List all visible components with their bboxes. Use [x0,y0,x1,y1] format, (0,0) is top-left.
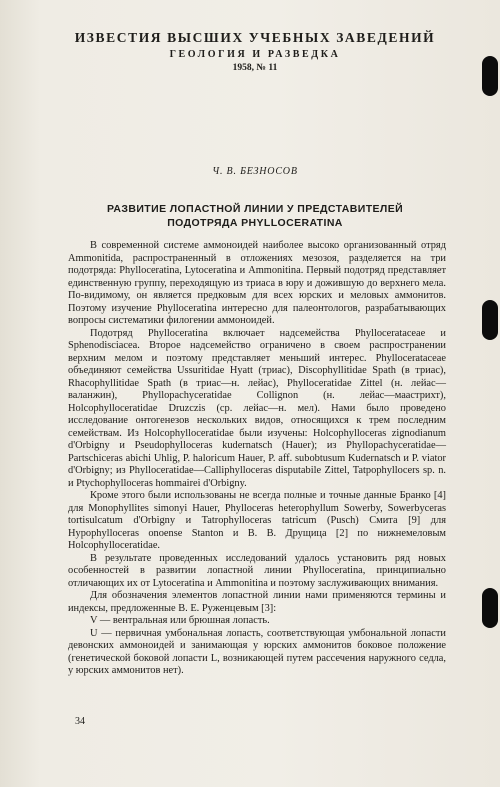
article-title [60,202,450,230]
paragraph: В современной системе аммоноидей наиболее высоко организованный отряд Ammonitida, распространенный в отложениях мезозоя, разделяется на три подотряда: Phylloceratina, Lytoceratina и Ammonitina. Первый подотряд представляет единственную группу, переходящую из триаса в юру и дожившую до верхнего мела. По-видимому, он является предковым для всех юрских и меловых аммонитов. Поэтому изучение Phylloceratina интересно для палеонтологов, разрабатывающих вопросы систематики филогении аммоноидей. [68,240,446,326]
paragraph: В результате проведенных исследований удалось установить ряд новых особенностей в развитии лопастной линии Phylloceratina, принципиально отличающих их от Lytoceratina и Ammonitina и поэтому заслуживающих внимания. [68,552,446,589]
journal-header [60,30,450,73]
binding-hole [482,300,498,340]
binding-hole [482,56,498,96]
paragraph: Для обозначения элементов лопастной линии нами применяются термины и индексы, предложенные В. Е. Руженцевым [3]: [68,590,446,614]
journal-subtitle: ГЕОЛОГИЯ И РАЗВЕДКА [169,49,341,60]
binding-hole [482,588,498,628]
author-name: Ч. В. БЕЗНОСОВ [212,166,298,177]
paragraph: V — вентральная или брюшная лопасть. [90,615,270,626]
journal-issue: 1958, № 11 [232,63,278,73]
paragraph: U — первичная умбональная лопасть, соответствующая умбональной лопасти девонских аммоноидей и занимающая у юрских аммонитов боковое положение (генетической боковой лопасти L, возникающей путем рассечения наружного седла, у юрских аммонитов нет). [68,627,446,676]
paragraph: Кроме этого были использованы не всегда полные и точные данные Бранко [4] для Monophyllites simonyi Hauer, Phylloceras heterophyllum Sowerby, Sowerbyceras tortisulcatum d'Orbigny и Tatrophylloceras tatricum (Pusch) Смита [9] для Hypophylloceras onoense Stanton и В. В. Друщица [2] по нижнемеловым Holcophylloceratidae. [68,490,446,551]
article-title-line: ПОДОТРЯДА PHYLLOCERATINA [167,217,343,229]
journal-title: ИЗВЕСТИЯ ВЫСШИХ УЧЕБНЫХ ЗАВЕДЕНИЙ [74,30,436,45]
paragraph: Подотряд Phylloceratina включает надсемейства Phyllocerataceae и Sphenodisciacea. Второе надсемейство ограничено в своем распространении верхним мелом и поэтому представляет меньший интерес. Phyllocerataceae объединяют семейства Ussuritidae Hyatt (триас), Discophyllitidae Spath (в триас), Rhacophyllitidae Spath (в триас—н. лейас), Phylloceratidae Zittel (н. лейас—валанжин), Phyllopachyceratidae Collignon (н. лейас—маастрихт), Holcophylloceratidae Druzczis (ср. лейас—н. мел). Нами было проведено исследование онтогенезов нескольких видов, относящихся к трем последним семействам. Из Holcophylloceratidae были изучены: Holcophylloceras zignodianum d'Orbigny и Pseudophylloceras kudernatsch (Hauer); из Phyllopachyceratidae—Partschiceras abichi Uhlig, P. haloricum Hauer, P. aff. subobtusum Kudernatsch и P. viator d'Orbigny; из Phylloceratidae—Calliphylloceras disputabile Zittel, Tatpophyllocers sp. n. и Ptychophylloceras hommairei d'Orbigny. [68,327,446,489]
page-number: 34 [75,716,85,727]
article-title-line: РАЗВИТИЕ ЛОПАСТНОЙ ЛИНИИ У ПРЕДСТАВИТЕЛЕЙ [106,203,404,215]
article-body [68,240,446,678]
